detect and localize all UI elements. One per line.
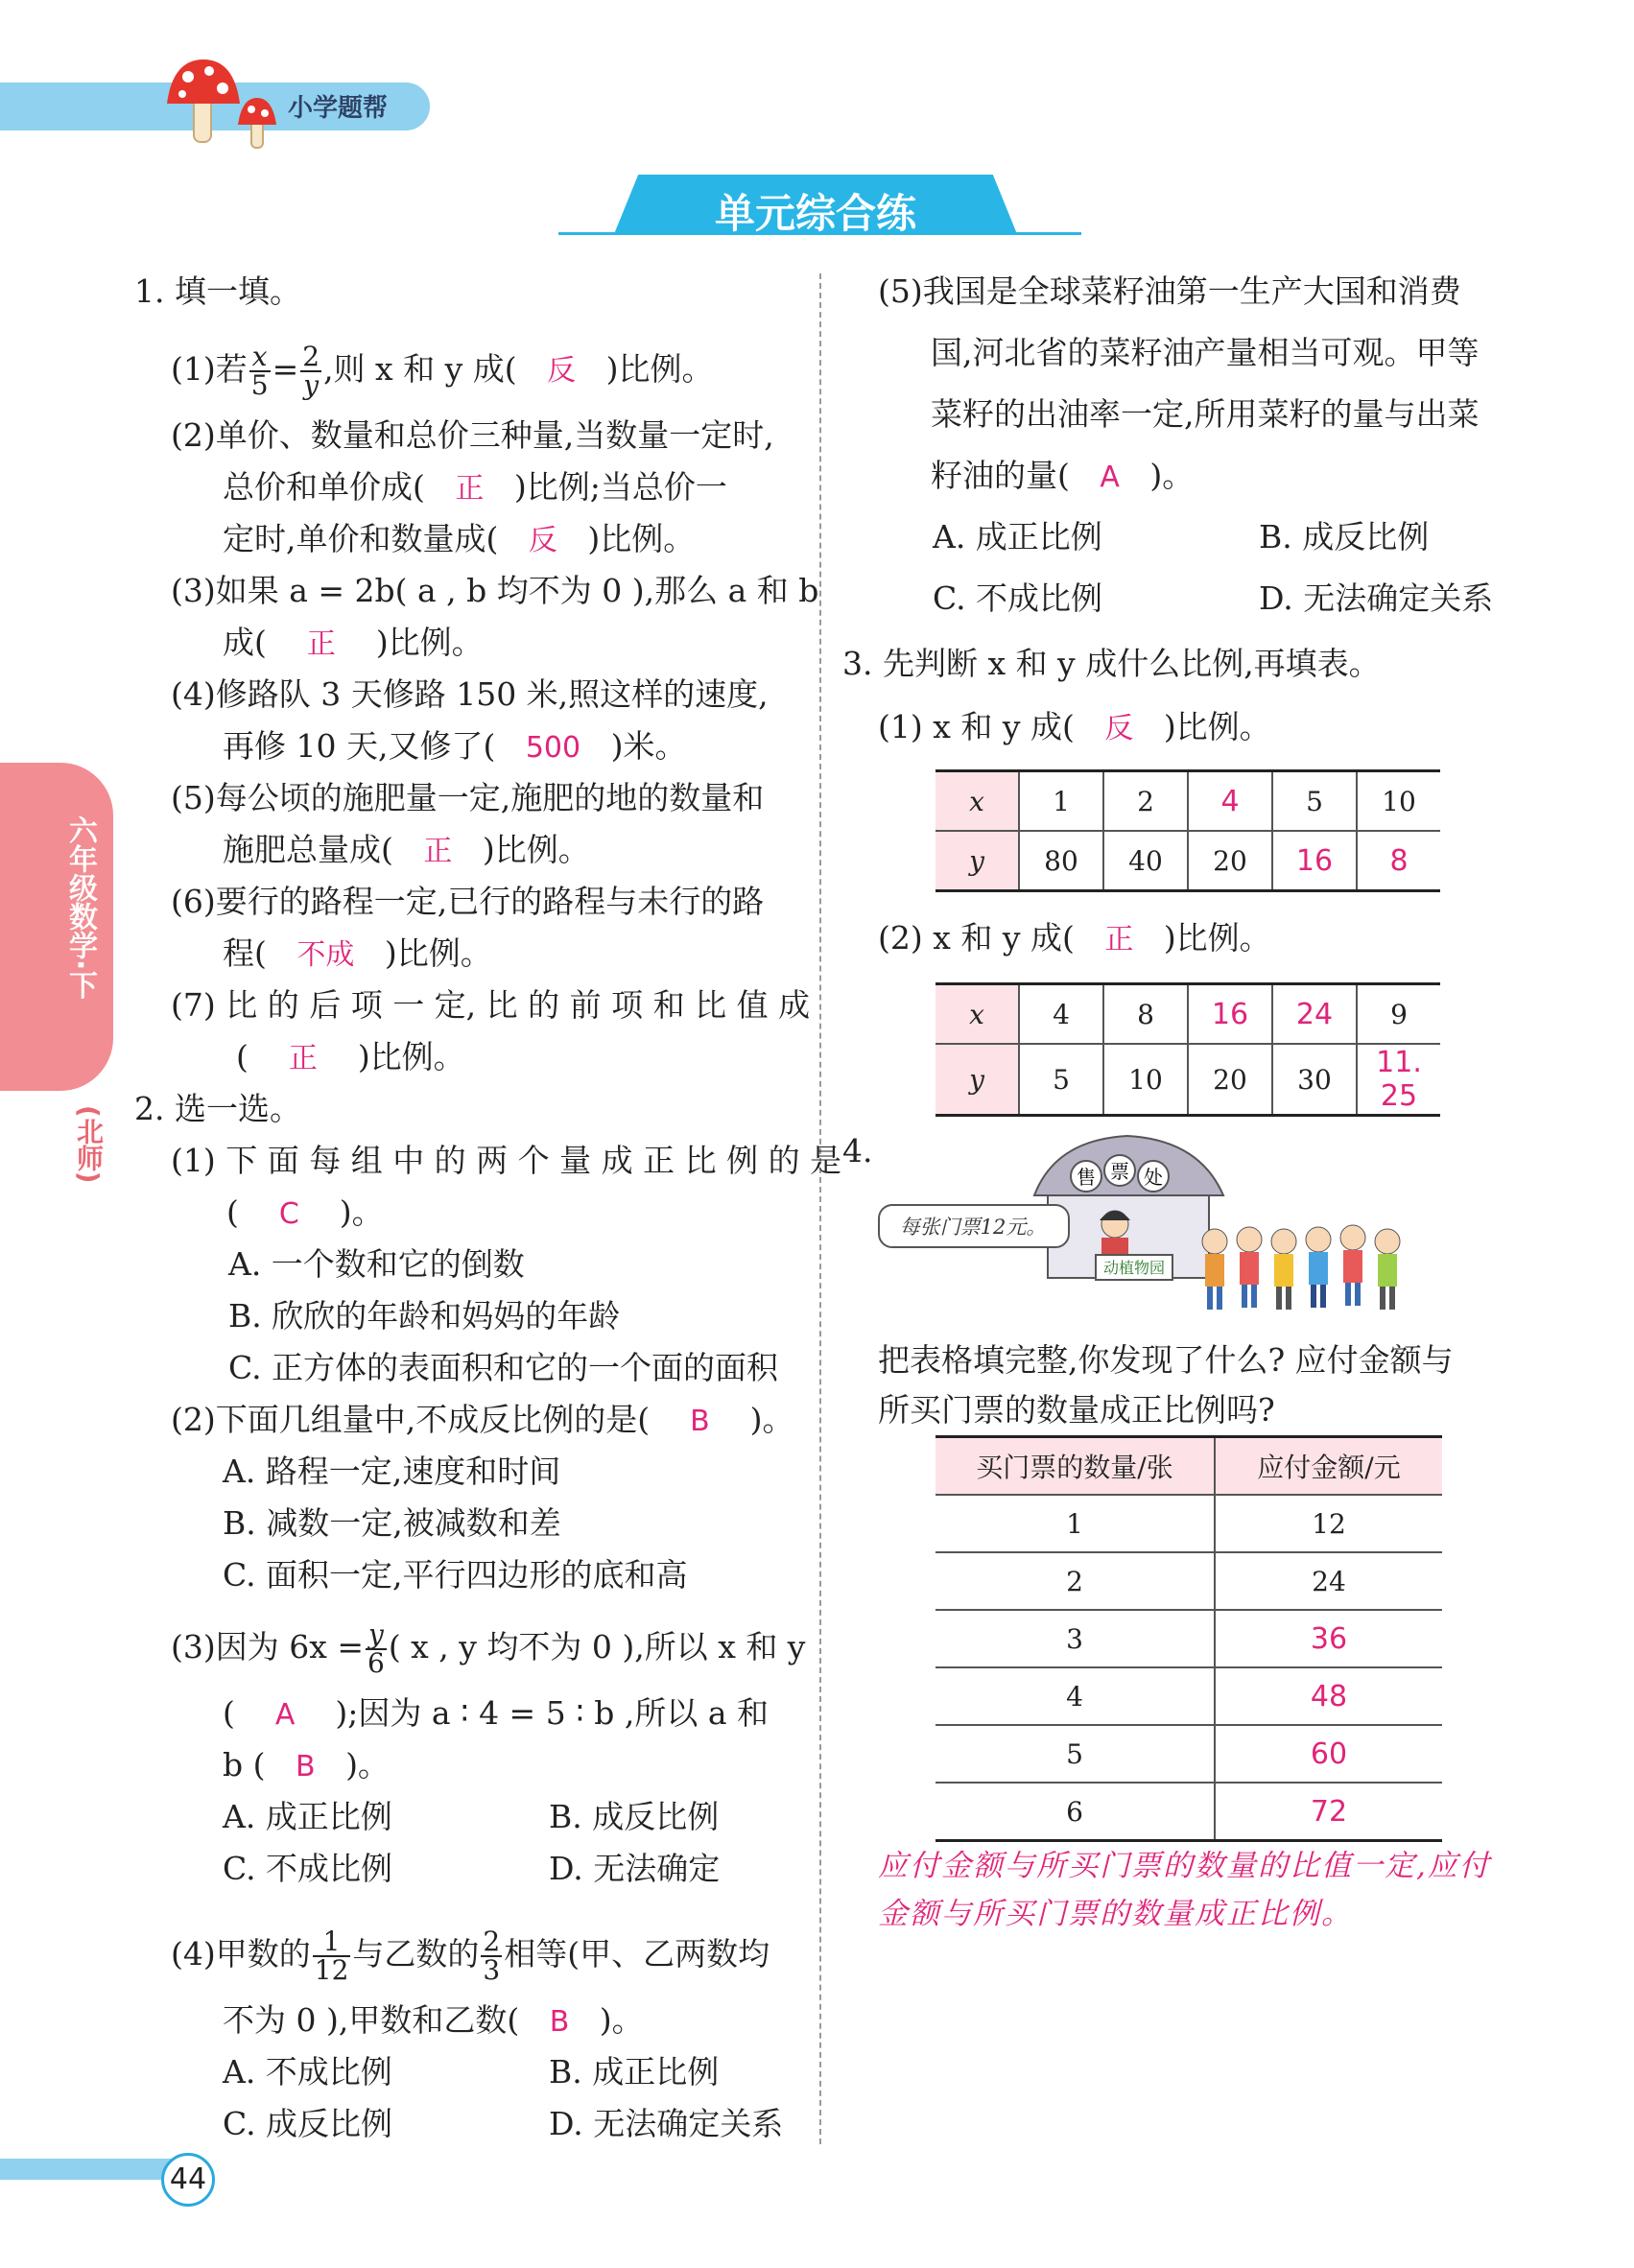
q2-item-4-option-b: B. 成正比例 xyxy=(549,2053,720,2091)
q1-item-4-line-1: (4)修路队 3 天修路 150 米,照这样的速度, xyxy=(171,675,769,713)
q1-item-7-line-2: ( 正 )比例。 xyxy=(236,1038,465,1075)
q4-prompt-line-2: 所买门票的数量成正比例吗? xyxy=(878,1391,1275,1429)
table-cell: 24 xyxy=(1215,1552,1442,1610)
table-cell-answer: 16 xyxy=(1188,984,1272,1045)
q1-item-6-line-1: (6)要行的路程一定,已行的路程与未行的路 xyxy=(171,883,765,920)
speech-bubble-text: 每张门票12元。 xyxy=(899,1216,1047,1239)
table-cell-answer: 48 xyxy=(1215,1667,1442,1725)
page-number: 44 xyxy=(161,2153,215,2207)
table-cell-answer: 16 xyxy=(1272,831,1357,891)
q2-item-5-option-b: B. 成反比例 xyxy=(1259,518,1430,555)
booth-char-1: 售 xyxy=(1077,1166,1096,1189)
q3-table-2 xyxy=(935,982,1440,1117)
table-cell-answer: 72 xyxy=(1215,1783,1442,1841)
table-header-x: x xyxy=(935,984,1019,1045)
page-title: 单元综合练 xyxy=(714,190,916,237)
table-cell: 1 xyxy=(935,1495,1215,1552)
q1-item-3-line-2: 成( 正 )比例。 xyxy=(223,624,484,661)
q2-item-4-line-2: 不为 0 ),甲数和乙数( B )。 xyxy=(223,2001,644,2039)
table-cell-answer: 36 xyxy=(1215,1610,1442,1667)
booth-char-3: 处 xyxy=(1144,1166,1163,1189)
q2-item-2-option-c: C. 面积一定,平行四边形的底和高 xyxy=(223,1556,688,1594)
table-row xyxy=(935,1783,1442,1841)
q2-item-4-line-1: (4)甲数的 $\frac{1}{12}$ 与乙数的 $\frac{2}{3}$ 相等(甲、乙两数均 xyxy=(171,1925,770,1986)
q4-conclusion: 应付金额与所买门票的数量的比值一定,应付金额与所买门票的数量成正比例。 xyxy=(878,1849,1491,1931)
q2-item-2-option-b: B. 减数一定,被减数和差 xyxy=(223,1504,561,1542)
table-row xyxy=(935,1495,1442,1552)
q1-item-2-line-1: (2)单价、数量和总价三种量,当数量一定时, xyxy=(171,416,774,454)
q2-item-1-option-b: B. 欣欣的年龄和妈妈的年龄 xyxy=(228,1297,621,1335)
table-cell-answer: 11. 25 xyxy=(1357,1044,1440,1116)
q2-item-5-option-a: A. 成正比例 xyxy=(933,518,1102,555)
table-cell: 40 xyxy=(1103,831,1188,891)
q3-heading: 3. 先判断 x 和 y 成什么比例,再填表。 xyxy=(842,645,1381,682)
q1-item-4-line-2: 再修 10 天,又修了( 500 )米。 xyxy=(223,727,687,765)
q2-item-5-option-d: D. 无法确定关系 xyxy=(1259,579,1494,617)
q2-item-5-line-2: 国,河北省的菜籽油产量相当可观。甲等 xyxy=(931,334,1480,371)
mushroom-icon xyxy=(163,56,288,152)
table-cell: 5 xyxy=(1019,1044,1103,1116)
table-cell: 80 xyxy=(1019,831,1103,891)
column-header-amount: 应付金额/元 xyxy=(1215,1437,1442,1496)
q1-item-5-line-2: 施肥总量成( 正 )比例。 xyxy=(223,831,590,868)
table-header-x: x xyxy=(935,771,1019,832)
q2-item-4-option-a: A. 不成比例 xyxy=(223,2053,392,2091)
children-icon xyxy=(1202,1225,1400,1310)
q2-item-1-line-1: (1) 下 面 每 组 中 的 两 个 量 成 正 比 例 的 是 xyxy=(171,1142,842,1179)
q3-item-1: (1) x 和 y 成( 反 )比例。 xyxy=(878,708,1271,745)
q4-prompt-line-1: 把表格填完整,你发现了什么? 应付金额与 xyxy=(878,1341,1454,1379)
column-header-quantity: 买门票的数量/张 xyxy=(935,1437,1215,1496)
side-tab-subtitle: (北师) xyxy=(73,1105,105,1184)
q1-item-5-line-1: (5)每公顷的施肥量一定,施肥的地的数量和 xyxy=(171,779,765,816)
table-row xyxy=(935,831,1440,891)
q2-heading: 2. 选一选。 xyxy=(134,1090,301,1127)
q2-item-3-option-a: A. 成正比例 xyxy=(223,1798,392,1835)
q2-item-5-line-4: 籽油的量( A )。 xyxy=(931,457,1195,494)
q1-item-2-line-2: 总价和单价成( 正 )比例;当总价一 xyxy=(223,468,727,506)
table-row xyxy=(935,1667,1442,1725)
q1-heading: 1. 填一填。 xyxy=(134,272,301,310)
answer-blank: 反 xyxy=(547,354,577,388)
table-row xyxy=(935,1725,1442,1783)
table-row xyxy=(935,771,1440,832)
q2-item-3-line-3: b ( B )。 xyxy=(223,1746,390,1784)
table-cell: 5 xyxy=(1272,771,1357,832)
table-cell: 3 xyxy=(935,1610,1215,1667)
booth-sign: 动植物园 xyxy=(1102,1259,1166,1277)
q2-item-3-line-2: ( A );因为 a ∶ 4 = 5 ∶ b ,所以 a 和 xyxy=(223,1694,770,1732)
q3-table-1 xyxy=(935,769,1440,892)
column-divider xyxy=(819,273,821,2144)
table-header-y: y xyxy=(935,1044,1019,1116)
side-tab-title: 六年级数学·下 xyxy=(63,815,97,1000)
booth-char-2: 票 xyxy=(1110,1160,1129,1183)
table-row xyxy=(935,1552,1442,1610)
q2-item-5-line-3: 菜籽的出油率一定,所用菜籽的量与出菜 xyxy=(931,395,1480,433)
table-cell: 2 xyxy=(935,1552,1215,1610)
table-header-row xyxy=(935,1437,1442,1496)
table-cell: 1 xyxy=(1019,771,1103,832)
table-cell-answer: 60 xyxy=(1215,1725,1442,1783)
q2-item-5-line-1: (5)我国是全球菜籽油第一生产大国和消费 xyxy=(878,272,1461,310)
q2-item-1-line-2: ( C )。 xyxy=(226,1193,384,1231)
q2-item-5-option-c: C. 不成比例 xyxy=(933,579,1103,617)
q1-item-6-line-2: 程( 不成 )比例。 xyxy=(223,934,492,972)
table-cell: 20 xyxy=(1188,831,1272,891)
q1-item-3-line-1: (3)如果 a = 2b( a , b 均不为 0 ),那么 a 和 b xyxy=(171,572,819,609)
footer-bar xyxy=(0,2159,178,2180)
table-cell: 9 xyxy=(1357,984,1440,1045)
table-row xyxy=(935,1610,1442,1667)
ticket-booth-illustration xyxy=(873,1128,1410,1324)
q2-item-1-option-a: A. 一个数和它的倒数 xyxy=(228,1245,525,1283)
brand-name: 小学题帮 xyxy=(288,94,389,123)
q1-item-1: (1)若 $\frac{x}{5}$ = $\frac{2}{y}$ ,则 x 和 y 成( 反 )比例。 xyxy=(171,341,714,401)
table-cell: 10 xyxy=(1103,1044,1188,1116)
table-cell-answer: 24 xyxy=(1272,984,1357,1045)
q2-item-3-line-1: (3)因为 6x = $\frac{y}{6}$ ( x , y 均不为 0 ),所以 x 和 y xyxy=(171,1618,806,1679)
table-cell-answer: 4 xyxy=(1188,771,1272,832)
q3-item-2: (2) x 和 y 成( 正 )比例。 xyxy=(878,919,1271,957)
table-cell: 5 xyxy=(935,1725,1215,1783)
table-cell: 10 xyxy=(1357,771,1440,832)
q2-item-2: (2)下面几组量中,不成反比例的是( B )。 xyxy=(171,1401,794,1438)
table-row xyxy=(935,1044,1440,1116)
q2-item-2-option-a: A. 路程一定,速度和时间 xyxy=(223,1453,561,1490)
q2-item-3-option-b: B. 成反比例 xyxy=(549,1798,720,1835)
q2-item-3-option-d: D. 无法确定 xyxy=(549,1850,721,1887)
q4-heading: 4. xyxy=(842,1132,873,1169)
table-cell: 20 xyxy=(1188,1044,1272,1116)
q4-ticket-table xyxy=(935,1435,1442,1842)
table-cell: 2 xyxy=(1103,771,1188,832)
q2-item-3-option-c: C. 不成比例 xyxy=(223,1850,393,1887)
q2-item-4-option-c: C. 成反比例 xyxy=(223,2105,393,2142)
table-cell: 30 xyxy=(1272,1044,1357,1116)
table-cell: 8 xyxy=(1103,984,1188,1045)
table-cell: 6 xyxy=(935,1783,1215,1841)
q2-item-1-option-c: C. 正方体的表面积和它的一个面的面积 xyxy=(228,1349,779,1386)
q1-item-7-line-1: (7) 比 的 后 项 一 定, 比 的 前 项 和 比 值 成 xyxy=(171,986,811,1024)
q1-item-2-line-3: 定时,单价和数量成( 反 )比例。 xyxy=(223,520,696,557)
table-cell: 4 xyxy=(1019,984,1103,1045)
table-row xyxy=(935,984,1440,1045)
q2-item-4-option-d: D. 无法确定关系 xyxy=(549,2105,784,2142)
table-cell-answer: 8 xyxy=(1357,831,1440,891)
table-cell: 12 xyxy=(1215,1495,1442,1552)
table-header-y: y xyxy=(935,831,1019,891)
table-cell: 4 xyxy=(935,1667,1215,1725)
